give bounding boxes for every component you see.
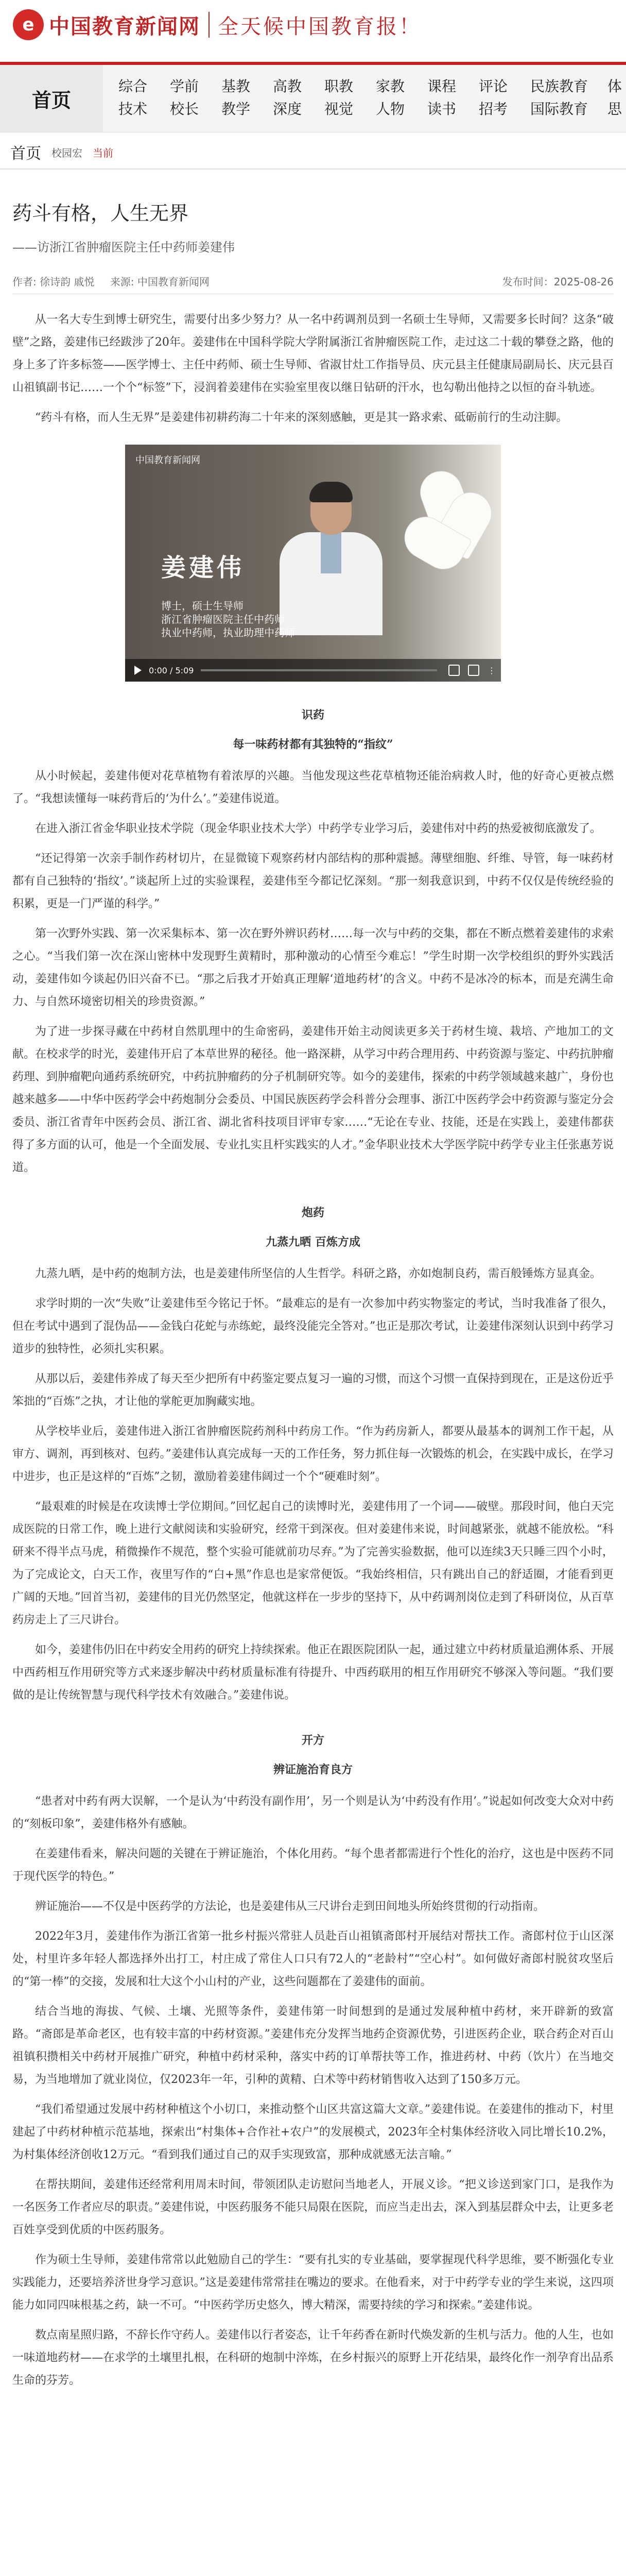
body-paragraph: 为了进一步探寻藏在中药材自然肌理中的生命密码，姜建伟开始主动阅读更多关于药材生境、栽培、产地加工的文献。在校求学的时光，姜建伟开启了本草世界的秘径。他一路深耕，从学习中药合理用药、中药资源与鉴定、中药抗肿瘤药理、到肿瘤靶向通药系统研究，中药抗肿瘤药的分子机制研究等。如今的姜建伟，探索的中药学领域越来越广，身份也越来越多——中华中医药学会中药炮制分会委员、中国民族医药学会科普分会理事、浙江中医药学会中药资源与鉴定分会委员、浙江省青年中医药会员、浙江省、湖北省科技项目评审专家……“无论在专业、技能，还是在实践上，姜建伟都获得了多方面的认可，他是一个全面发展、专业扎实且杆实践实的人才。”金华职业技术大学医学院中药学专业主任张惠芳说道。 [12,1025,614,1174]
video-player[interactable] [125,445,501,682]
nav-link[interactable]: 读书 [427,100,457,117]
nav-link[interactable]: 基教 [221,78,251,95]
page-bottom-spacer [12,2399,614,2410]
nav-col-7 [427,75,479,121]
body-paragraph: 辨证施治——不仅是中医药学的方法论，也是姜建伟从三尺讲台走到田间地头所始终贯彻的行动指南。 [35,1900,545,1913]
nav-link[interactable]: 民族教育 [530,78,588,95]
more-options-icon[interactable]: ⋮ [488,666,496,675]
video-time: 0:00 / 5:09 [149,665,194,675]
body-paragraph: 结合当地的海拔、气候、土壤、光照等条件，姜建伟第一时间想到的是通过发展种植中药材，来开辟新的致富路。“斋郎是革命老区，也有较丰富的中药材资源。”姜建伟充分发挥当地药企资源优势，引进医药企业，联合药企对百山祖镇积攒相关中药材开展推广研究，种植中药材采种，落实中药的订单帮扶等工作，推进药材、中药（饮片）在当地交易，为当地增加了就业岗位，仅2023年一年，引种的黄精、白术等中药材销售收入达到了150多万元。 [12,2005,614,2086]
body-paragraph: 第一次野外实践、第一次采集标本、第一次在野外辨识药材……每一次与中药的交集，都在不断点燃着姜建伟的求索之心。“当我们第一次在深山密林中发现野生黄精时，那种激动的心情至今难忘！”学生时期一次学校组织的野外实践活动，姜建伟如今谈起仍旧兴奋不已。“那之后我才开始真正理解‘道地药材’的含义。中药不是冰冷的标本，而是充满生命力、与自然环境密切相关的珍贵资源。” [12,927,614,1008]
site-slogan: 全天候中国教育报！ [218,14,422,39]
nav-link[interactable]: 深度 [273,100,302,117]
nav-col-10 [607,75,626,121]
nav-link[interactable]: 家教 [376,78,405,95]
section-heading: 炮药 [301,1206,324,1219]
body-paragraph: 在帮扶期间，姜建伟还经常利用周末时间，带领团队走访慰问当地老人，开展义诊。“把义诊送到家门口，是我作为一名医务工作者应尽的职责。”姜建伟说，中医药服务不能只局限在医院，而应当走出去，深入到基层群众中去，让更多老百姓享受到优质的中医药服务。 [12,2178,614,2236]
logo-text: 中国教育新闻网 [49,14,200,39]
breadcrumb-level2[interactable]: 校园宏 [51,146,82,159]
body-paragraph: 从学校毕业后，姜建伟进入浙江省肿瘤医院药剂科中药房工作。“作为药房新人，都要从最基本的调剂工作干起，从审方、调剂，再到核对、包药。”姜建伟认真完成每一天的工作任务，努力抓住每一次锻炼的机会，在实践中成长，在学习中进步，也正是这样的“百炼”之韧，激励着姜建伟阔过一个个“硬难时刻”。 [12,1425,614,1483]
nav-col-9 [530,75,607,121]
body-paragraph: “还记得第一次亲手制作药材切片，在显微镜下观察药材内部结构的那种震撼。薄壁细胞、纤维、导管，每一味药材都有自己独特的‘指纹’。”谈起所上过的实验课程，姜建伟至今都记忆深刻。“那一刻我意识到，中药不仅仅是传统经验的积累，更是一门严谨的科学。” [12,852,614,910]
article-subtitle: ——访浙江省肿瘤医院主任中药师姜建伟 [12,240,235,255]
breadcrumb-home[interactable]: 首页 [10,145,41,163]
nav-col-8 [479,75,530,121]
nav-link[interactable]: 思 [607,100,622,117]
nav-link[interactable]: 评论 [479,78,508,95]
site-logo[interactable] [13,9,422,40]
body-paragraph: “患者对中药有两大误解，一个是认为‘中药没有副作用’，另一个则是认为‘中药没有作用’。”说起如何改变大众对中药的“刻板印象”，姜建伟格外有感触。 [12,1795,614,1831]
video-progress-bar[interactable] [201,669,437,671]
volume-icon[interactable] [448,665,460,676]
nav-link[interactable]: 视觉 [324,100,354,117]
nav-link[interactable]: 国际教育 [530,100,588,117]
video-controls [125,659,501,682]
video-watermark: 中国教育新闻网 [135,455,200,466]
body-paragraph: 求学时期的一次“失败”让姜建伟至今铭记于怀。“最难忘的是有一次参加中药实物鉴定的考试，当时我准备了很久，但在考试中遇到了混伪品——金钱白花蛇与赤练蛇，最终没能完全答对。”也正是那次考试，让姜建伟深刻认识到中药学习道步的独特性，必须扎实积累。 [12,1297,614,1355]
nav-col-1 [118,75,170,121]
section-heading: 开方 [301,1734,324,1747]
nav-col-5 [324,75,376,121]
body-paragraph: 九蒸九晒，是中药的炮制方法，也是姜建伟所坚信的人生哲学。科研之路，亦如炮制良药，需百般锤炼方显真金。 [35,1267,602,1280]
article-author: 作者: 徐诗韵 戚悦 [12,276,95,288]
nav-link[interactable]: 校长 [170,100,199,117]
nav-link[interactable]: 高教 [273,78,302,95]
body-paragraph: 数点南星照归路，不辞长作守药人。姜建伟以行者姿态，让千年药香在新时代焕发新的生机与活力。他的人生，也如一味道地药材——在求学的土壤里扎根，在科研的炮制中淬炼，在乡村振兴的原野上开花结果，最终化作一剂孕育出品系生命的芬芳。 [12,2329,614,2387]
nav-link[interactable]: 体 [607,78,622,95]
video-name-caption: 姜建伟 [161,553,245,582]
section-subheading: 辨证施治育良方 [273,1763,353,1776]
nav-col-6 [376,75,427,121]
body-paragraph: 在进入浙江省金华职业技术学院（现金华职业技术大学）中药学专业学习后，姜建伟对中药的热爱被彻底激发了。 [35,822,602,835]
logo-divider [208,12,210,38]
nav-home[interactable]: 首页 [0,65,103,132]
body-paragraph: 从小时候起，姜建伟便对花草植物有着浓厚的兴趣。当他发现这些花草植物还能治病救人时，他的好奇心更被点燃了。“我想读懂每一味药背后的‘为什么’。”姜建伟说道。 [12,770,614,805]
breadcrumb [0,132,626,170]
article-source: 来源: 中国教育新闻网 [110,276,210,288]
logo-emblem-icon: e [13,9,44,40]
interviewee-image [280,465,382,630]
nav-col-2 [170,75,221,121]
play-icon[interactable] [134,666,142,675]
body-paragraph: “最艰难的时候是在攻读博士学位期间。”回忆起自己的读博时光，姜建伟用了一个词——破壁。那段时间，他白天完成医院的日常工作，晚上进行文献阅读和实验研究，经常干到深夜。但对姜建伟来说，时间越紧张，就越不能放松。“科研来不得半点马虎，稍微操作不规范，整个实验可能就前功尽弃。”为了完善实验数据，他可以连续3天只睡三四个小时，为了完成论文，白天工作，夜里写作的“白+黑”作息也是家常便饭。“我始终相信，只有跳出自己的舒适圈，才能看到更广阔的天地。”回首当初，姜建伟的目光仍然坚定，他就这样在一步步的坚持下，从中药调剂岗位走到了科研岗位，从百草药房走上了三尺讲台。 [12,1500,614,1626]
section-subheading: 九蒸九晒 百炼方成 [266,1235,360,1249]
nav-col-3 [221,75,273,121]
nav-link[interactable]: 职教 [324,78,354,95]
nav-link[interactable]: 人物 [376,100,405,117]
body-paragraph: 如今，姜建伟仍旧在中药安全用药的研究上持续探索。他正在跟医院团队一起，通过建立中药材质量追溯体系、开展中西药相互作用研究等方式来逐步解决中药材质量标准有待提升、中西药联用的相互作用研究不够深入等问题。“我们要做的是让传统智慧与现代科学技术有效融合。”姜建伟说。 [12,1643,614,1702]
nav-link[interactable]: 教学 [221,100,251,117]
nav-link[interactable]: 课程 [427,78,457,95]
nav-link[interactable]: 学前 [170,78,199,95]
nav-link[interactable]: 招考 [479,100,508,117]
section-subheading: 每一味药材都有其独特的“指纹” [233,738,393,751]
site-header [0,0,626,62]
video-title-caption: 博士，硕士生导师 浙江省肿瘤医院主任中药师 执业中药师，执业助理中药师 [161,600,295,639]
article-date: 发布时间：2025-08-26 [502,276,614,288]
body-paragraph: 从那以后，姜建伟养成了每天至少把所有中药鉴定要点复习一遍的习惯，而这个习惯一直保持到现在，正是这份近乎笨拙的“百炼”之执，才让他的掌舵更加胸藏实地。 [12,1372,614,1408]
article [0,197,626,2410]
section-heading: 识药 [301,708,324,722]
nav-link[interactable]: 综合 [118,78,148,95]
nav-col-4 [273,75,324,121]
fullscreen-icon[interactable] [468,665,479,676]
body-paragraph: 在姜建伟看来，解决问题的关键在于辨证施治，个体化用药。“每个患者都需进行个性化的治疗，这也是中医药不同于现代医学的特色。” [12,1848,614,1883]
breadcrumb-current: 当前 [93,146,113,159]
body-paragraph: “我们希望通过发展中药材种植这个小切口，来推动整个山区共富这篇大文章。”姜建伟说。在姜建伟的推动下，村里建起了中药材种植示范基地，探索出“村集体+合作社+农户”的发展模式，2023年全村集体经济收入同比增长10.2%，为村集体经济创收12万元。“看到我们通过自己的双手实现致富，那种成就感无法言喻。” [12,2103,614,2161]
body-paragraph: 作为硕士生导师，姜建伟常常以此勉励自己的学生：“要有扎实的专业基础，要掌握现代科学思维，要不断强化专业实践能力，还要培养济世身学习意识。”这是姜建伟常常挂在嘴边的要求。在他看来，对于中药学专业的学生来说，这四项能力如同四味根基之药，缺一不可。“中医药学历史悠久，博大精深，需要持续的学习和探索。”姜建伟说。 [12,2253,614,2312]
intro-paragraph: 从一名大专生到博士研究生，需要付出多少努力？从一名中药调剂员到一名硕士生导师，又需要多长时间？这条“破壁”之路，姜建伟已经跋涉了20年。姜建伟在中国科学院大学附属浙江省肿瘤医院工作，走过这二十载的攀登之路，他的身上多了许多标签——医学博士、主任中药师、硕士生导师、省淑甘灶工作指导员、庆元县主任健康局副局长、庆元县百山祖镇副书记……一个个“标签”下，浸润着姜建伟在实验室里夜以继日钻研的汗水，也勾勒出他持之以恒的奋斗轨迹。 [12,313,614,394]
nav-link[interactable]: 技术 [118,100,148,117]
article-meta [12,274,614,294]
intro-paragraph: “药斗有格，而人生无界”是姜建伟初耕药海二十年来的深刻感触，更是其一路求索、砥砺前行的生动注脚。 [35,411,568,424]
article-title: 药斗有格，人生无界 [12,202,189,225]
main-nav [0,65,626,132]
body-paragraph: 2022年3月，姜建伟作为浙江省第一批乡村振兴常驻人员赴百山祖镇斋郎村开展结对帮扶工作。斋郎村位于山区深处，村里许多年轻人都选择外出打工，村庄成了常住人口只有72人的“老龄村”“空心村”。如何做好斋郎村脱贫攻坚后的“第一棒”的交接，发展和壮大这个小山村的产业，这些问题都在了姜建伟的面前。 [12,1930,614,1988]
nav-columns [118,75,626,121]
flower-decoration [403,460,491,615]
